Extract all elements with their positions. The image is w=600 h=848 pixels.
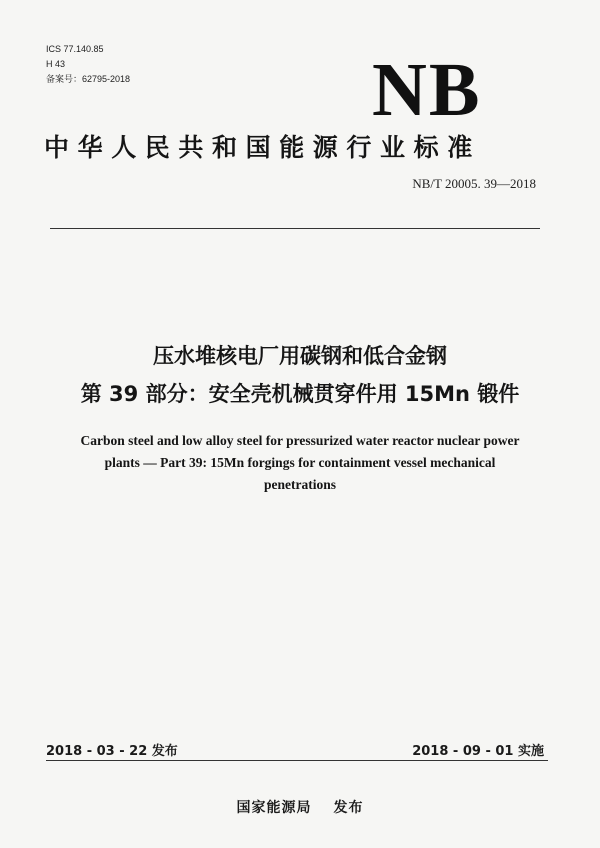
standard-code: NB/T 20005. 39—2018 bbox=[412, 176, 536, 191]
publisher-name: 国家能源局 bbox=[236, 800, 312, 816]
issuing-authority-heading: 中华人民共和国能源行业标准 bbox=[44, 133, 481, 162]
english-title-line-1: Carbon steel and low alloy steel for pressurized water reactor nuclear power bbox=[80, 433, 520, 448]
issue-date: 2018 - 03 - 22 发布 bbox=[46, 744, 178, 759]
nb-logo: NB bbox=[372, 48, 482, 132]
ccs-code: H 43 bbox=[46, 59, 66, 69]
english-title-line-2: plants — Part 39: 15Mn forgings for containment vessel mechanical bbox=[104, 455, 496, 470]
record-number: 备案号：62795-2018 bbox=[46, 74, 131, 84]
chinese-title-line-2: 第 39 部分：安全壳机械贯穿件用 15Mn 锻件 bbox=[80, 382, 520, 406]
publisher-line bbox=[0, 797, 600, 817]
chinese-title-line-1: 压水堆核电厂用碳钢和低合金钢 bbox=[153, 344, 447, 368]
ics-code: ICS 77.140.85 bbox=[46, 44, 104, 54]
implementation-date: 2018 - 09 - 01 实施 bbox=[412, 744, 544, 759]
bottom-divider bbox=[46, 760, 548, 761]
english-title-line-3: penetrations bbox=[264, 477, 336, 492]
publisher-action: 发布 bbox=[333, 800, 364, 816]
classification-block bbox=[46, 42, 130, 87]
top-divider bbox=[50, 228, 540, 229]
